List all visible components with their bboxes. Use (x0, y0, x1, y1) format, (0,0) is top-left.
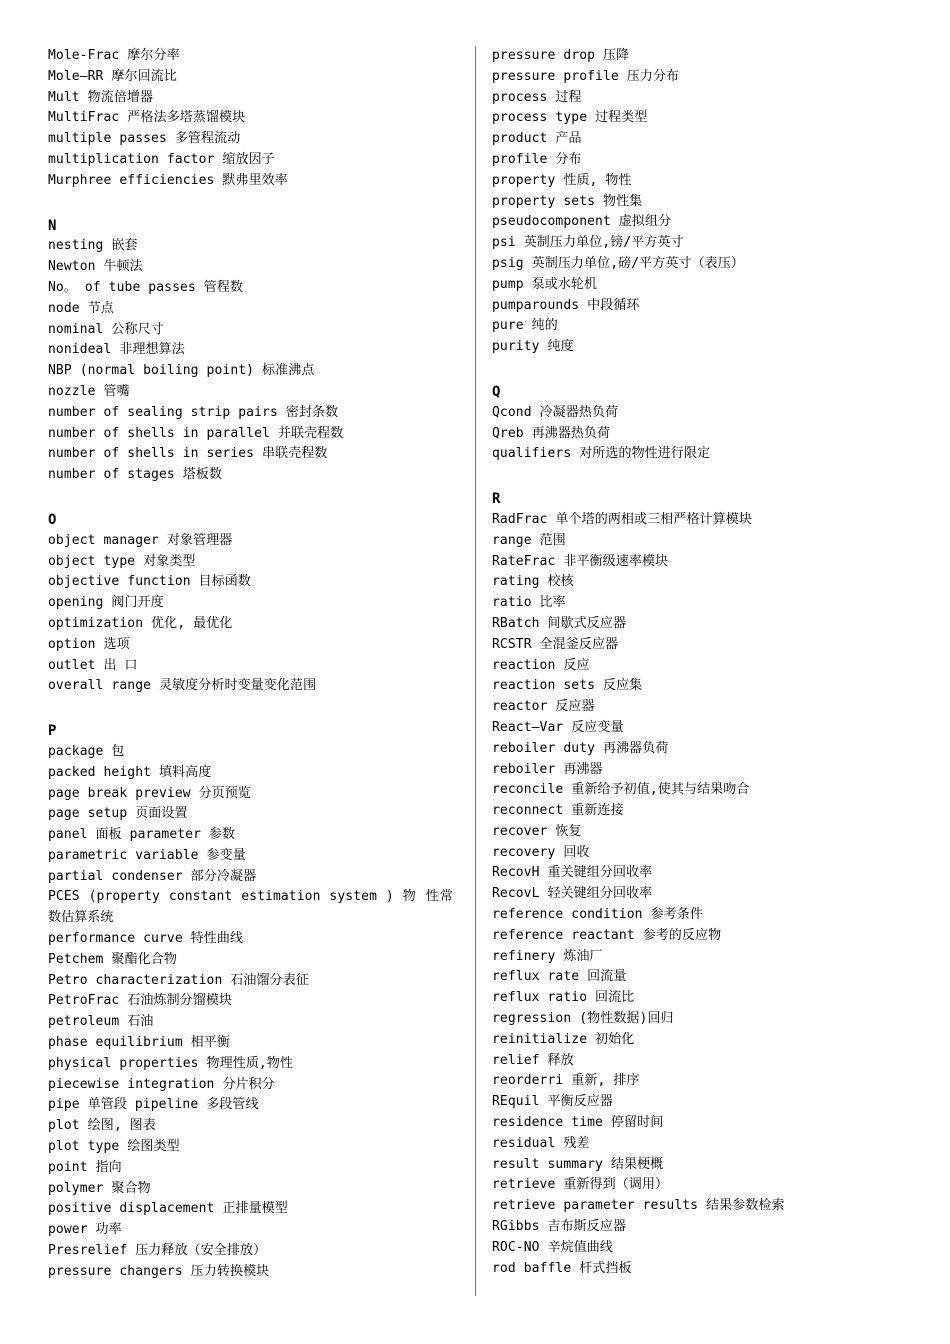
glossary-entry: power 功率 (48, 1222, 122, 1238)
glossary-entry: Mole—RR 摩尔回流比 (48, 68, 177, 84)
glossary-entry: RCSTR 全混釜反应器 (492, 636, 619, 652)
glossary-entry: recover 恢复 (492, 823, 582, 839)
glossary-entry: performance curve 特性曲线 (48, 931, 244, 947)
glossary-entry: nozzle 管嘴 (48, 383, 130, 399)
glossary-entry: panel 面板 parameter 参数 (48, 827, 236, 843)
glossary-entry: reconnect 重新连接 (492, 803, 624, 819)
glossary-entry: RateFrac 非平衡级速率模块 (492, 553, 669, 569)
glossary-entry: overall range 灵敏度分析时变量变化范围 (48, 678, 317, 694)
glossary-entry: Presrelief 压力释放（安全排放） (48, 1243, 267, 1259)
section-spacer (48, 192, 458, 216)
section-letter-heading: P (48, 723, 57, 740)
glossary-entry: range 范围 (492, 532, 566, 548)
glossary-entry: outlet 出 口 (48, 657, 138, 673)
glossary-entry: number of sealing strip pairs 密封条数 (48, 404, 339, 420)
glossary-entry: reactor 反应器 (492, 699, 595, 715)
glossary-entry: physical properties 物理性质,物性 (48, 1055, 294, 1071)
glossary-entry: reaction 反应 (492, 657, 590, 673)
glossary-entry: page setup 页面设置 (48, 806, 188, 822)
glossary-entry: rod baffle 杆式挡板 (492, 1260, 632, 1276)
glossary-entry: point 指向 (48, 1159, 122, 1175)
glossary-entry: multiplication factor 缩放因子 (48, 151, 275, 167)
glossary-entry: RBatch 间歇式反应器 (492, 615, 627, 631)
glossary-entry: residence time 停留时间 (492, 1115, 664, 1131)
glossary-entry: page break preview 分页预览 (48, 785, 252, 801)
glossary-entry: Petchem 聚酯化合物 (48, 951, 177, 967)
section-letter-heading: O (48, 511, 57, 528)
section-spacer (48, 486, 458, 510)
glossary-entry: residual 残差 (492, 1135, 590, 1151)
glossary-entry: pumparounds 中段循环 (492, 297, 640, 313)
glossary-entry: pressure profile 压力分布 (492, 68, 680, 84)
glossary-entry: process type 过程类型 (492, 110, 648, 126)
glossary-entry: Qcond 冷凝器热负荷 (492, 404, 619, 420)
section-spacer (492, 465, 912, 489)
glossary-entry: pressure drop 压降 (492, 48, 630, 63)
glossary-entry: plot 绘图, 图表 (48, 1118, 156, 1134)
glossary-entry: Qreb 再沸器热负荷 (492, 425, 611, 441)
glossary-entry: rating 校核 (492, 574, 574, 590)
glossary-entry: RecovH 重关键组分回收率 (492, 865, 653, 881)
glossary-entry: PetroFrac 石油炼制分馏模块 (48, 993, 233, 1009)
glossary-entry: property sets 物性集 (492, 193, 643, 209)
glossary-entry: profile 分布 (492, 151, 582, 167)
glossary-entry: qualifiers 对所选的物性进行限定 (492, 446, 711, 462)
glossary-entry: Newton 牛顿法 (48, 259, 143, 275)
glossary-entry: React—Var 反应变量 (492, 719, 624, 735)
glossary-entry: piecewise integration 分片积分 (48, 1076, 275, 1092)
glossary-entry: relief 释放 (492, 1052, 574, 1068)
glossary-entry: MultiFrac 严格法多塔蒸馏模块 (48, 110, 246, 126)
glossary-entry: property 性质, 物性 (492, 172, 632, 188)
glossary-entry: Petro characterization 石油馏分表征 (48, 972, 309, 988)
glossary-entry: opening 阀门开度 (48, 595, 164, 611)
section-letter-heading: Q (492, 383, 501, 400)
glossary-entry: reboiler 再沸器 (492, 761, 603, 777)
glossary-entry: pure 纯的 (492, 318, 558, 334)
glossary-entry: ROC-NO 辛烷值曲线 (492, 1239, 613, 1255)
glossary-entry: nominal 公称尺寸 (48, 321, 164, 337)
glossary-entry: ratio 比率 (492, 595, 566, 611)
section-letter-heading: N (48, 217, 57, 234)
glossary-entry: polymer 聚合物 (48, 1180, 151, 1196)
glossary-entry: number of shells in parallel 并联壳程数 (48, 425, 344, 441)
glossary-entry: objective function 目标函数 (48, 574, 252, 590)
glossary-entry: recovery 回收 (492, 844, 590, 860)
glossary-entry: reference reactant 参考的反应物 (492, 927, 722, 943)
glossary-entry: number of stages 塔板数 (48, 467, 223, 483)
glossary-entry: option 选项 (48, 636, 130, 652)
glossary-entry: RadFrac 单个塔的两相或三相严格计算模块 (492, 511, 752, 527)
glossary-entry: No。 of tube passes 管程数 (48, 279, 244, 295)
glossary-entry: plot type 绘图类型 (48, 1139, 180, 1155)
section-spacer (48, 697, 458, 721)
column-divider (475, 46, 476, 1296)
glossary-entry: reconcile 重新给予初值,使其与结果吻合 (492, 782, 750, 798)
glossary-entry: pipe 单管段 pipeline 多段管线 (48, 1097, 259, 1113)
glossary-entry: object manager 对象管理器 (48, 532, 233, 548)
glossary-entry: reaction sets 反应集 (492, 678, 643, 694)
glossary-entry: retrieve parameter results 结果参数检索 (492, 1198, 785, 1214)
section-spacer (492, 358, 912, 382)
glossary-entry: positive displacement 正排量模型 (48, 1201, 288, 1217)
glossary-entry: node 节点 (48, 300, 114, 316)
glossary-entry: nonideal 非理想算法 (48, 342, 185, 358)
glossary-entry: psig 英制压力单位,磅/平方英寸（表压） (492, 255, 744, 271)
glossary-entry: RGibbs 吉布斯反应器 (492, 1219, 627, 1235)
glossary-entry: Mult 物流倍增器 (48, 89, 154, 105)
glossary-entry: reboiler duty 再沸器负荷 (492, 740, 669, 756)
glossary-entry: regression (物性数据)回归 (492, 1011, 674, 1027)
glossary-entry: reference condition 参考条件 (492, 907, 703, 923)
glossary-entry: PCES (property constant estimation system ) 物 性常数估算系统 (48, 889, 453, 926)
glossary-entry: optimization 优化, 最优化 (48, 615, 233, 631)
glossary-entry: packed height 填料高度 (48, 764, 212, 780)
glossary-column-right (492, 46, 912, 1279)
glossary-entry: multiple passes 多管程流动 (48, 131, 241, 147)
glossary-entry: reflux ratio 回流比 (492, 990, 635, 1006)
glossary-entry: phase equilibrium 相平衡 (48, 1035, 230, 1051)
glossary-entry: number of shells in series 串联壳程数 (48, 446, 328, 462)
glossary-entry: retrieve 重新得到（调用） (492, 1177, 669, 1193)
glossary-entry: pressure changers 压力转换模块 (48, 1263, 270, 1279)
glossary-entry: product 产品 (492, 131, 582, 147)
glossary-entry: reorderri 重新, 排序 (492, 1073, 640, 1089)
glossary-entry: result summary 结果梗概 (492, 1156, 664, 1172)
glossary-entry: package 包 (48, 743, 125, 759)
glossary-column-left (48, 46, 458, 1283)
glossary-entry: REquil 平衡反应器 (492, 1094, 613, 1110)
glossary-entry: nesting 嵌套 (48, 238, 138, 254)
glossary-entry: parametric variable 参变量 (48, 847, 246, 863)
section-letter-heading: R (492, 491, 501, 508)
glossary-entry: reflux rate 回流量 (492, 969, 627, 985)
glossary-entry: pump 泵或水轮机 (492, 276, 598, 292)
glossary-entry: object type 对象类型 (48, 553, 196, 569)
glossary-entry: NBP (normal boiling point) 标准沸点 (48, 363, 315, 379)
glossary-entry: reinitialize 初始化 (492, 1031, 635, 1047)
glossary-entry: Mole-Frac 摩尔分率 (48, 48, 180, 63)
glossary-entry: purity 纯度 (492, 339, 574, 355)
glossary-entry: pseudocomponent 虚拟组分 (492, 214, 672, 230)
glossary-entry: Murphree efficiencies 默弗里效率 (48, 172, 288, 188)
glossary-entry: partial condenser 部分冷凝器 (48, 868, 257, 884)
glossary-entry: petroleum 石油 (48, 1014, 154, 1030)
glossary-entry: RecovL 轻关键组分回收率 (492, 886, 653, 902)
glossary-entry: refinery 炼油厂 (492, 948, 603, 964)
glossary-entry: psi 英制压力单位,镑/平方英寸 (492, 235, 684, 251)
glossary-entry: process 过程 (492, 89, 582, 105)
